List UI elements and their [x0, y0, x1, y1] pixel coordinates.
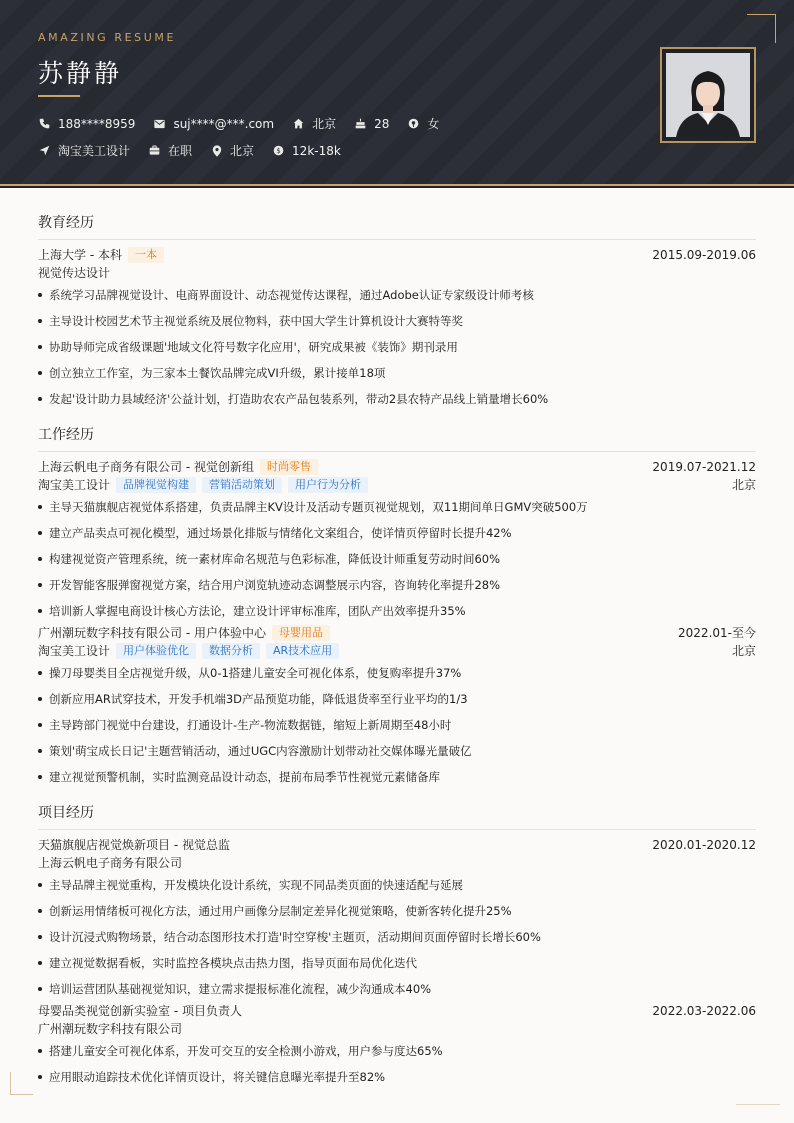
list-item: 开发智能客服弹窗视觉方案，结合用户浏览轨迹动态调整展示内容，咨询转化率提升28%: [38, 572, 756, 598]
school-tier-tag: 一本: [128, 247, 164, 263]
company-dept: 上海云帆电子商务有限公司 - 视觉创新组: [38, 460, 254, 474]
major: 视觉传达设计: [38, 266, 111, 280]
gender-text: 女: [427, 117, 440, 131]
project-name: 天猫旗舰店视觉焕新项目 - 视觉总监: [38, 838, 230, 852]
list-item: 创立独立工作室，为三家本土餐饮品牌完成VI升级，累计接单18项: [38, 360, 756, 386]
header-dark-rule: [0, 186, 794, 188]
location-pin-icon: [210, 144, 223, 157]
corner-ornament-bottom-left: [10, 1072, 33, 1095]
phone-icon: [38, 117, 51, 130]
section-title-projects: 项目经历: [38, 802, 756, 830]
phone-item: [38, 117, 135, 131]
gender-icon: [407, 117, 420, 130]
industry-tag: 时尚零售: [260, 459, 318, 475]
project-date: 2022.03-2022.06: [652, 1004, 756, 1018]
project-company: 上海云帆电子商务有限公司: [38, 856, 183, 870]
skill-tag: 数据分析: [202, 643, 260, 659]
list-item: 策划'萌宝成长日记'主题营销活动，通过UGC内容激励计划带动社交媒体曝光量破亿: [38, 738, 756, 764]
skill-tag: AR技术应用: [266, 643, 339, 659]
section-title-work: 工作经历: [38, 424, 756, 452]
list-item: 主导设计校园艺术节主视觉系统及展位物料，获中国大学生计算机设计大赛特等奖: [38, 308, 756, 334]
skill-tag: 用户体验优化: [116, 643, 196, 659]
briefcase-icon: [148, 144, 161, 157]
salary-text: 12k-18k: [292, 143, 341, 158]
salary-icon: [272, 144, 285, 157]
resume-tagline: AMAZING RESUME: [38, 31, 177, 44]
age-text: 28: [374, 116, 390, 131]
work-city: 北京: [731, 644, 756, 658]
list-item: 建立视觉数据看板，实时监控各模块点击热力图，指导页面布局优化迭代: [38, 950, 756, 976]
skill-tag: 营销活动策划: [202, 477, 282, 493]
cake-icon: [354, 117, 367, 130]
gender-item: [407, 115, 439, 132]
list-item: 设计沉浸式购物场景，结合动态图形技术打造'时空穿梭'主题页，活动期间页面停留时长增长60%: [38, 924, 756, 950]
list-item: 操刀母婴类目全店视觉升级，从0-1搭建儿童安全可视化体系，使复购率提升37%: [38, 660, 756, 686]
corner-ornament-top-right: [747, 14, 776, 43]
industry-tag: 母婴用品: [272, 625, 330, 641]
email-text: suj****@***.com: [173, 116, 275, 131]
send-icon: [38, 144, 51, 157]
project-company: 广州潮玩数字科技有限公司: [38, 1022, 183, 1036]
target-city-text: 北京: [230, 144, 255, 158]
profile-photo: [666, 53, 750, 137]
target-position-text: 淘宝美工设计: [58, 144, 131, 158]
target-city-item: [210, 142, 254, 159]
age-item: [354, 117, 389, 131]
section-title-education: 教育经历: [38, 212, 756, 240]
project-date: 2020.01-2020.12: [652, 838, 756, 852]
home-icon: [292, 117, 305, 130]
hometown-text: 北京: [312, 117, 337, 131]
job-title: 淘宝美工设计: [38, 644, 111, 658]
skill-tag: 用户行为分析: [288, 477, 368, 493]
list-item: 建立产品卖点可视化模型，通过场景化排版与情绪化文案组合，使详情页停留时长提升42%: [38, 520, 756, 546]
mail-icon: [153, 117, 166, 130]
candidate-name: 苏静静: [38, 59, 123, 88]
job-intent-row: [38, 142, 359, 159]
project-name: 母婴品类视觉创新实验室 - 项目负责人: [38, 1004, 242, 1018]
list-item: 创新运用情绪板可视化方法，通过用户画像分层制定差异化视觉策略，使新客转化提升25%: [38, 898, 756, 924]
hometown-item: [292, 115, 336, 132]
salary-item: [272, 144, 341, 158]
footer-rule: [736, 1104, 780, 1105]
contact-row: [38, 115, 457, 132]
profile-photo-frame: [660, 47, 756, 143]
list-item: 建立视觉预警机制，实时监测竞品设计动态，提前布局季节性视觉元素储备库: [38, 764, 756, 790]
list-item: 主导跨部门视觉中台建设，打通设计-生产-物流数据链，缩短上新周期至48小时: [38, 712, 756, 738]
status-item: [148, 142, 192, 159]
work-date: 2022.01-至今: [678, 626, 756, 640]
list-item: 培训新人掌握电商设计核心方法论，建立设计评审标准库，团队产出效率提升35%: [38, 598, 756, 624]
phone-text: 188****8959: [58, 116, 136, 131]
project-entry: [38, 1002, 756, 1090]
status-text: 在职: [168, 144, 193, 158]
job-title: 淘宝美工设计: [38, 478, 111, 492]
list-item: 搭建儿童安全可视化体系，开发可交互的安全检测小游戏，用户参与度达65%: [38, 1038, 756, 1064]
list-item: 构建视觉资产管理系统，统一素材库命名规范与色彩标准，降低设计师重复劳动时间60%: [38, 546, 756, 572]
skill-tag: 品牌视觉构建: [116, 477, 196, 493]
work-entry: [38, 458, 756, 624]
work-date: 2019.07-2021.12: [652, 460, 756, 474]
list-item: 发起'设计助力县域经济'公益计划，打造助农农产品包装系列，带动2县农特产品线上销量增长60%: [38, 386, 756, 412]
list-item: 系统学习品牌视觉设计、电商界面设计、动态视觉传达课程，通过Adobe认证专家级设计师考核: [38, 282, 756, 308]
name-underline: [38, 95, 80, 97]
list-item: 主导品牌主视觉重构，开发模块化设计系统，实现不同品类页面的快速适配与延展: [38, 872, 756, 898]
company-dept: 广州潮玩数字科技有限公司 - 用户体验中心: [38, 626, 266, 640]
list-item: 协助导师完成省级课题'地域文化符号数字化应用'，研究成果被《装饰》期刊录用: [38, 334, 756, 360]
project-entry: [38, 836, 756, 1002]
education-date: 2015.09-2019.06: [652, 248, 756, 262]
work-city: 北京: [731, 478, 756, 492]
school-degree: 上海大学 - 本科: [38, 248, 122, 262]
list-item: 培训运营团队基础视觉知识，建立需求提报标准化流程，减少沟通成本40%: [38, 976, 756, 1002]
target-position-item: [38, 142, 130, 159]
list-item: 创新应用AR试穿技术，开发手机端3D产品预览功能，降低退货率至行业平均的1/3: [38, 686, 756, 712]
email-item: [153, 117, 274, 131]
resume-body: [38, 200, 756, 1090]
education-entry: [38, 246, 756, 412]
work-entry: [38, 624, 756, 790]
svg-text:$: $: [276, 146, 281, 155]
list-item: 应用眼动追踪技术优化详情页设计，将关键信息曝光率提升至82%: [38, 1064, 756, 1090]
list-item: 主导天猫旗舰店视觉体系搭建，负责品牌主KV设计及活动专题页视觉规划，双11期间单日GMV突破500万: [38, 494, 756, 520]
